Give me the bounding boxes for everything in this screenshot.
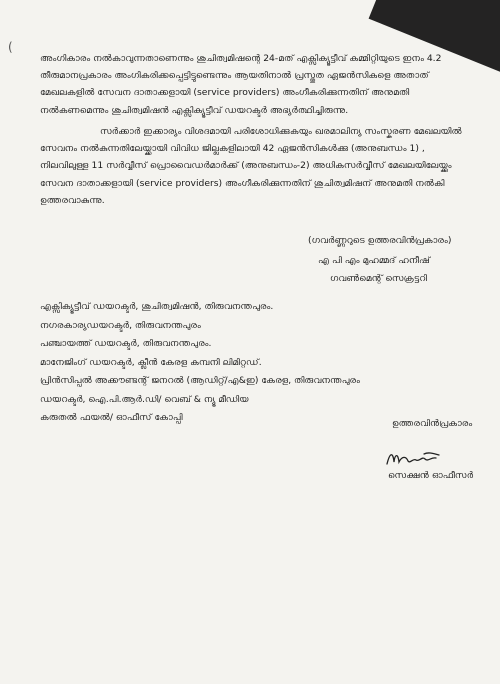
copy-recipient: പഞ്ചായത്ത് ഡയറക്ടർ, തിരുവനന്തപുരം.: [40, 338, 212, 349]
paragraph-line: അംഗികാരം നൽകാവുന്നതാണെന്നും ശുചിത്വമിഷന്റെ 24-മത് എക്സിക്യൂട്ടീവ് കമ്മിറ്റിയുടെ ഇനം 4.2: [40, 53, 442, 64]
paragraph-line: നിലവിലുള്ള 11 സർവ്വീസ് പ്രൊവൈഡർമാർക്ക് (അനുബന്ധം-2) അധികസർവ്വീസ് മേഖലയിലേയ്ക്കും: [40, 160, 452, 172]
copy-recipient: മാനേജിംഗ് ഡയറക്ടർ, ക്ലീൻ കേരള കമ്പനി ലിമിറ്റഡ്.: [40, 356, 262, 368]
paragraph-line: ഉത്തരവാകുന്നു.: [40, 194, 105, 206]
paragraph-line: സേവന ദാതാക്കളായി (service providers) അംഗീകരിക്കുന്നതിന് ശുചിത്വമിഷന് അനുമതി നൽകി: [40, 177, 445, 189]
signer-name: എ പി എം മുഹമ്മദ് ഹനീഷ്: [318, 255, 430, 266]
paragraph-line: തീരുമാനപ്രകാരം അംഗികരിക്കപ്പെട്ടിട്ടുണ്ടെന്നും ആയതിനാൽ പ്രസ്തുത ഏജൻസികളെ അതാത്: [40, 70, 429, 82]
copy-recipient: നഗരകാര്യഡയറക്ടർ, തിരുവനന്തപുരം: [40, 319, 201, 331]
copy-recipient: എക്സിക്യൂട്ടീവ് ഡയറക്ടർ, ശുചിത്വമിഷൻ, തിരുവനന്തപുരം.: [40, 301, 274, 312]
paragraph-line: സർക്കാർ ഇക്കാര്യം വിശദമായി പരിശോധിക്കുകയും ഖരമാലിന്യ സംസ്കരണ മേഖലയിൽ: [100, 126, 462, 137]
by-order-label: ഉത്തരവിൻപ്രകാരം: [392, 418, 473, 429]
paragraph-line: മേഖലകളിൽ സേവന ദാതാക്കളായി (service providers) അംഗീകരിക്കുന്നതിന് അനുമതി: [40, 87, 410, 99]
handwritten-signature: [384, 448, 442, 470]
signer-title: ഗവൺമെന്റ് സെക്രട്ടറി: [330, 273, 427, 284]
copy-recipient: പ്രിൻസിപ്പൽ അക്കൗണ്ടന്റ് ജനറൽ (ആഡിറ്റ്/എ&ഇ) കേരള, തിരുവനന്തപുരം: [40, 375, 360, 386]
copy-to-list: [40, 298, 473, 429]
copy-recipient: കരുതൽ ഫയൽ/ ഓഫീസ് കോപ്പി: [40, 412, 183, 423]
paragraph-line: നൽകണമെന്നും ശുചിത്വമിഷൻ എക്സിക്യൂട്ടീവ് ഡയറക്ടർ അഭ്യർത്ഥിച്ചിരുന്നു.: [40, 104, 349, 116]
paragraph-2: [40, 123, 472, 209]
section-officer-label: സെക്ഷൻ ഓഫീസർ: [388, 470, 474, 481]
copy-recipient: ഡയറക്ടർ, ഐ.പി.ആർ.ഡി/ വെബ് & ന്യൂ മീഡിയ: [40, 393, 249, 405]
order-by-governor: (ഗവർണ്ണറുടെ ഉത്തരവിൻപ്രകാരം): [308, 235, 452, 246]
paragraph-line: സേവനം നൽകുന്നതിലേയ്ക്കായി വിവിധ ജില്ലകളിലായി 42 ഏജൻസികൾക്കു (അനുബന്ധം 1) ,: [40, 143, 425, 155]
margin-mark: (: [8, 40, 13, 54]
paragraph-1: [40, 50, 472, 119]
